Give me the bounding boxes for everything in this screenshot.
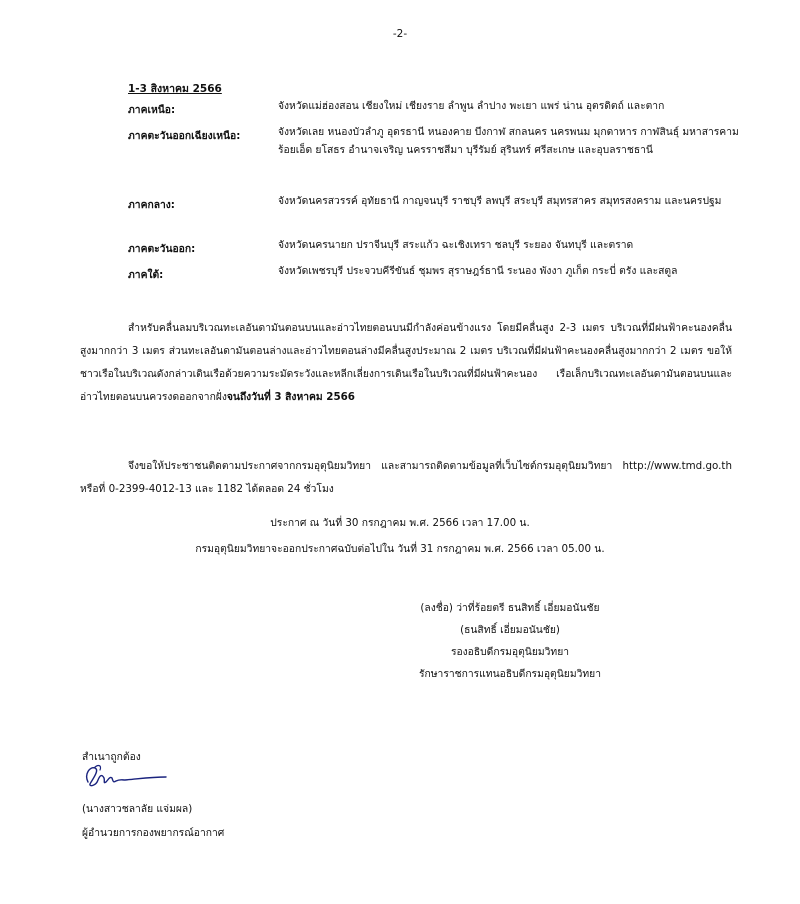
certified-copy-label: สำเนาถูกต้อง [82,751,141,763]
region-label-south: ภาคใต้: [128,269,164,281]
page-number: -2- [392,28,408,40]
region-text-northeast: จังหวัดเลย หนองบัวลำภู อุดรธานี หนองคาย บึงกาฬ สกลนคร นครพนม มุกดาหาร กาฬสินธุ์ มหาสารคาม ร้อยเอ็ด ยโสธร อำนาจเจริญ นครราชสีมา บุรีรัมย์ สุรินทร์ ศรีสะเกษ และอุบลราชธานี [278,126,739,156]
info-paragraph [80,455,732,501]
region-label-central: ภาคกลาง: [128,199,175,211]
certified-copy-position: ผู้อำนวยการกองพยากรณ์อากาศ [82,827,225,839]
wave-warning-paragraph [80,317,732,409]
region-label-northeast: ภาคตะวันออกเฉียงเหนือ: [128,130,241,142]
region-label-north: ภาคเหนือ: [128,104,176,116]
handwritten-signature [80,762,170,792]
announced-date-line: ประกาศ ณ วันที่ 30 กรกฎาคม พ.ศ. 2566 เวลา 17.00 น. [270,517,530,529]
region-text-north: จังหวัดแม่ฮ่องสอน เชียงใหม่ เชียงราย ลำพูน ลำปาง พะเยา แพร่ น่าน อุตรดิตถ์ และตาก [278,100,665,112]
region-label-east: ภาคตะวันออก: [128,243,196,255]
signatory-position: รองอธิบดีกรมอุตุนิยมวิทยา [450,646,570,658]
next-issue-line: กรมอุตุนิยมวิทยาจะออกประกาศฉบับต่อไปใน วันที่ 31 กรกฎาคม พ.ศ. 2566 เวลา 05.00 น. [195,543,605,555]
date-heading: 1-3 สิงหาคม 2566 [128,83,222,95]
signatory-acting-position: รักษาราชการแทนอธิบดีกรมอุตุนิยมวิทยา [418,668,601,680]
wave-warning-text: สำหรับคลื่นลมบริเวณทะเลอันดามันตอนบนและอ่าวไทยตอนบนมีกำลังค่อนข้างแรง โดยมีคลื่นสูง 2-3 เมตร บริเวณที่มีฝนฟ้าคะนองคลื่นสูงมากกว่า 3 เมตร ส่วนทะเลอันดามันตอนล่างและอ่าวไทยตอนล่างมีคลื่นสูงประมาณ 2 เมตร บริเวณที่มีฝนฟ้าคะนองคลื่นสูงมากกว่า 2 เมตร ขอให้ชาวเรือในบริเวณดังกล่าวเดินเรือด้วยความระมัดระวังและหลีกเลี่ยงการเดินเรือในบริเวณที่มีฝนฟ้าคะนอง เรือเล็กบริเวณทะเลอันดามันตอนบนและอ่าวไทยตอนบนควรงดออกจากฝั่ง [80,322,732,403]
wave-warning-until-date: จนถึงวันที่ 3 สิงหาคม 2566 [226,391,355,403]
certified-copy-name: (นางสาวชลาลัย แจ่มผล) [82,803,193,815]
signatory-name: (ธนสิทธิ์ เอี่ยมอนันชัย) [460,624,560,636]
region-text-central: จังหวัดนครสวรรค์ อุทัยธานี กาญจนบุรี ราชบุรี ลพบุรี สระบุรี สมุทรสาคร สมุทรสงคราม และนครปฐม [278,195,722,207]
info-paragraph-text: จึงขอให้ประชาชนติดตามประกาศจากกรมอุตุนิยมวิทยา และสามารถติดตามข้อมูลที่เว็บไซต์กรมอุตุนิยมวิทยา http://www.tmd.go.th หรือที่ 0-2399-4012-13 และ 1182 ได้ตลอด 24 ชั่วโมง [80,460,732,495]
region-text-east: จังหวัดนครนายก ปราจีนบุรี สระแก้ว ฉะเชิงเทรา ชลบุรี ระยอง จันทบุรี และตราด [278,239,634,251]
region-text-south: จังหวัดเพชรบุรี ประจวบคีรีขันธ์ ชุมพร สุราษฎร์ธานี ระนอง พังงา ภูเก็ต กระบี่ ตรัง และสตูล [278,265,678,277]
signatory-signed-line: (ลงชื่อ) ว่าที่ร้อยตรี ธนสิทธิ์ เอี่ยมอนันชัย [420,602,600,614]
